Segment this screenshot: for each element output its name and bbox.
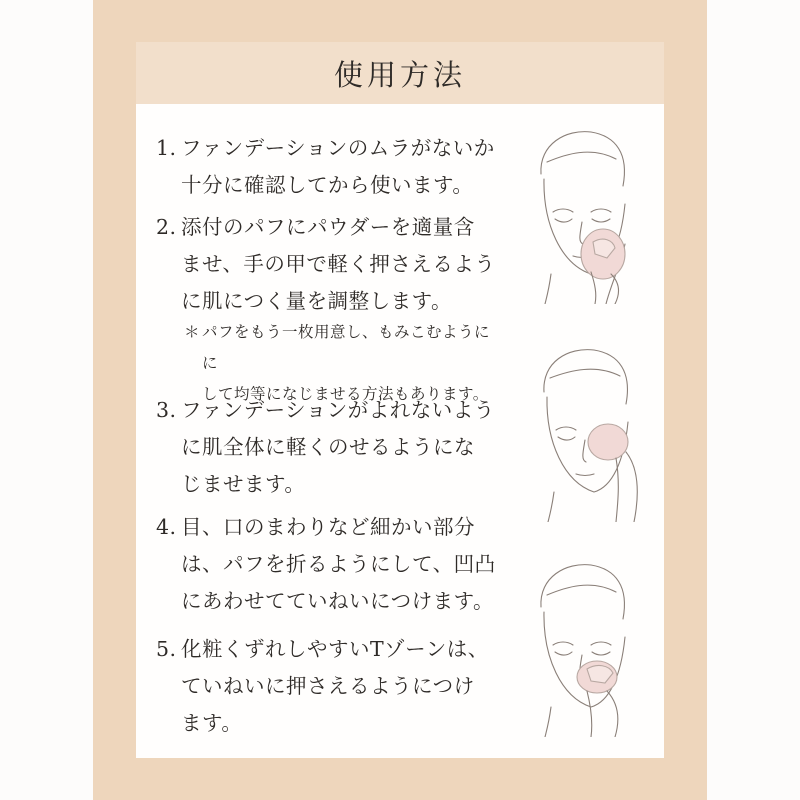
note-line: して均等になじませる方法もあります。 — [202, 385, 489, 403]
step-line: ませ、手の甲で軽く押さえるよう — [181, 252, 496, 276]
step-line: 化粧くずれしやすいTゾーンは、 — [181, 637, 489, 661]
page-frame — [93, 0, 707, 800]
step-4 — [156, 509, 496, 620]
step-line: じませます。 — [181, 472, 306, 496]
asterisk-mark: ＊ — [184, 323, 201, 341]
page-title: 使用方法 — [333, 57, 466, 92]
step-line: に肌全体に軽くのせるようにな — [181, 435, 475, 459]
step-line: ファンデーションのムラがないか — [181, 136, 495, 160]
step-number: 2. — [156, 215, 177, 239]
step-line: は、パフを折るようにして、凹凸 — [181, 552, 496, 576]
step-5 — [156, 631, 496, 742]
step-line: に肌につく量を調整します。 — [181, 289, 452, 313]
step-number: 3. — [156, 398, 177, 422]
step-number: 5. — [156, 637, 177, 661]
step-line: 添付のパフにパウダーを適量含 — [181, 215, 475, 239]
step-number: 1. — [156, 136, 177, 160]
instructions-card — [136, 42, 664, 758]
step-line: 目、口のまわりなど細かい部分 — [181, 515, 475, 539]
note-line: パフをもう一枚用意し、もみこむようにに — [202, 323, 491, 372]
step-line: にあわせてていねいにつけます。 — [181, 589, 494, 613]
step-line: ファンデーションがよれないよう — [181, 398, 495, 422]
title-bar — [136, 42, 664, 104]
face-blending-puff-eye-icon — [516, 342, 646, 522]
step-1 — [156, 130, 496, 204]
step-line: 十分に確認してから使います。 — [181, 173, 474, 197]
face-pressing-puff-cheek-icon — [511, 124, 641, 304]
step-number: 4. — [156, 515, 177, 539]
step-line: ます。 — [181, 711, 243, 735]
face-pressing-puff-tzone-icon — [511, 557, 641, 737]
step-2 — [156, 209, 496, 320]
step-line: ていねいに押さえるようにつけ — [181, 674, 475, 698]
step-3 — [156, 392, 496, 503]
